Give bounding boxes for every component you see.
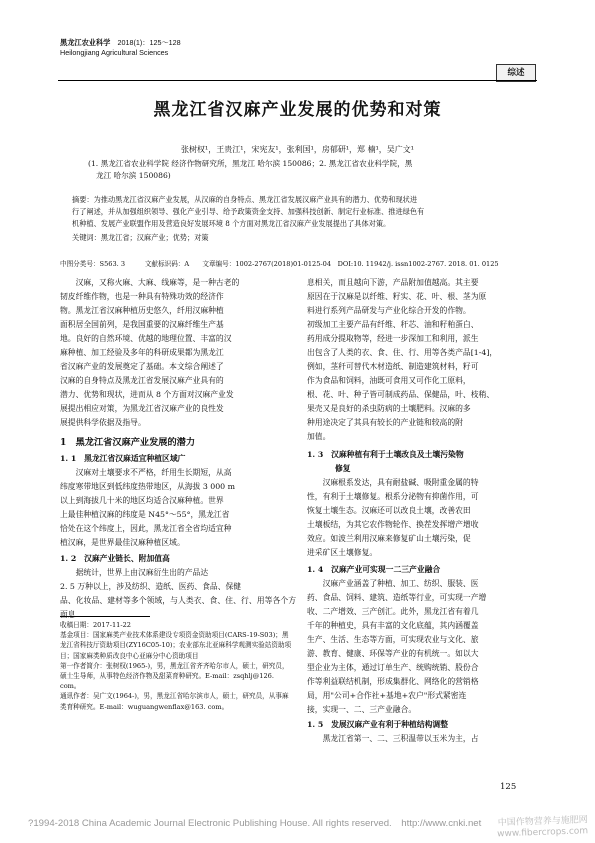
abstract-line: 摘要：为推动黑龙江省汉麻产业发展，从汉麻的自身特点、黑龙江省发展汉麻产业具有的潜力、优势和现状进: [72, 195, 418, 204]
watermark: 中国作物营养与施肥网 www.fibercrops.com: [497, 815, 589, 840]
journal-header: [60, 38, 181, 58]
text-line: 药、食品、饲料、建筑、造纸等行业，可实现一产增: [307, 593, 487, 602]
header-rule: [58, 80, 537, 81]
intro-paragraph: [60, 276, 296, 430]
text-line: 汉麻根系发达，具有耐盐碱、吸附重金属的特: [307, 478, 479, 487]
abstract: [72, 194, 532, 244]
title-line: 1. 3 汉麻种植有利于土壤改良及土壤污染物: [307, 450, 464, 459]
text-line: 潜力、优势和现状，进而从 8 个方面对汉麻产业发: [60, 390, 234, 399]
text-line: 作等利益联结机制，形成集群化、网络化的营销格: [307, 677, 479, 686]
subsection-1-2-title: 1. 2 汉麻产业链长、附加值高: [60, 554, 170, 563]
category-tag: 综述: [496, 64, 536, 82]
subsection-1-3-title: [307, 448, 539, 476]
text-line: 接，实现一、二、三产业融合。: [307, 705, 417, 714]
text-line: 汉麻的自身特点及黑龙江省发展汉麻产业具有的: [60, 376, 224, 385]
right-column: [307, 276, 539, 746]
text-line: 初级加工主要产品有纤维、秆芯、油和籽粕蛋白、: [307, 320, 479, 329]
text-line: 植汉麻，是世界最佳汉麻种植区域。: [60, 538, 185, 547]
journal-name-cn: 黑龙江农业科学: [60, 38, 111, 47]
footnote: [60, 620, 294, 712]
text-line: 恢复土壤生态。汉麻还可以改良土壤，改善农田: [307, 506, 471, 515]
text-line: 麻种植、加工经验及多年的科研成果都为黑龙江: [60, 348, 224, 357]
subsection-1-5-title: 1. 5 发展汉麻产业有利于种植结构调整: [307, 720, 449, 729]
text-line: 据统计，世界上由汉麻衍生出的产品达: [60, 568, 209, 577]
text-line: 展提出相应对策，为黑龙江省汉麻产业的良性发: [60, 404, 224, 413]
abstract-line: 行了阐述，并从加强组织领导、强化产业引导、给予政策资金支持、加强科技创新、制定行业标准、推进绿色有: [72, 207, 425, 216]
text-line: 省汉麻产业的发展奠定了基础。本文综合阐述了: [60, 362, 224, 371]
text-line: 面积居全国前列，是我国重要的汉麻纤维生产基: [60, 320, 224, 329]
text-line: 料进行系列产品研发与产业化综合开发的作物。: [307, 306, 471, 315]
text-line: 出包含了人类的衣、食、住、行、用等各类产品[1-4]，: [307, 348, 498, 357]
footnote-rule: [60, 616, 150, 617]
text-line: 千年的种植史，具有丰富的文化底蕴，其内涵覆盖: [307, 621, 479, 630]
title-line: 修复: [335, 464, 351, 473]
text-line: 土壤板结，为其它农作物轮作、换茬发挥增产增收: [307, 520, 479, 529]
text-line: 作为食品和饲料，油既可食用又可作化工原料，: [307, 376, 471, 385]
subsection-1-1-title: 1. 1 黑龙江省汉麻适宜种植区域广: [60, 454, 186, 463]
text-line: 收、二产增效、三产创汇。此外，黑龙江省有着几: [307, 607, 479, 616]
text-line: 进采矿区土壤修复。: [307, 548, 378, 557]
subsection-1-3-text: [307, 476, 539, 560]
text-line: 局，用"公司+合作社+基地+农户"形式紧密连: [307, 691, 467, 700]
copyright-footer: ?1994-2018 China Academic Journal Electronic Publishing House. All rights reserved. http://www.cnki.net: [28, 818, 482, 829]
text-line: 展提供科学依据及指导。: [60, 418, 146, 427]
subsection-1-4-text: [307, 577, 539, 717]
affiliation-line: (1. 黑龙江省农业科学院 经济作物研究所，黑龙江 哈尔滨 150086；2. 黑龙江省农业科学院，黑: [88, 159, 413, 168]
classification-line: 中图分类号：S563. 3 文献标识码：A 文章编号：1002-2767(2018)01-0125-04 DOI:10. 11942/j. issn1002-2767. 2018. 01. 0125: [60, 260, 499, 268]
funding-info: 基金项目：国家麻类产业技术体系建设专项资金资助项目(CARS-19-S03)；黑龙江省科技厅资助项目(ZY16C05-10)；农业部东北亚麻科学观测实验站资助项目；国家麻类种质改良中心亚麻分中心资助项目: [60, 631, 292, 660]
subsection-1-4-title: 1. 4 汉麻产业可实现一二三产业融合: [307, 565, 441, 574]
text-line: 加值。: [307, 432, 331, 441]
text-line: 种用途决定了其具有较长的产业链和较高的附: [307, 418, 463, 427]
text-line: 黑龙江省第一、二、三积温带以玉米为主，占: [307, 734, 479, 743]
article-title: 黑龙江省汉麻产业发展的优势和对策: [153, 100, 442, 120]
issue-info: 2018(1)：125～128: [117, 38, 181, 47]
text-line: 韧皮纤维作物，也是一种具有特殊功效的经济作: [60, 292, 224, 301]
text-line: 恰处在这个纬度上，因此，黑龙江省全省均适宜种: [60, 524, 232, 533]
text-line: 汉麻产业涵盖了种植、加工、纺织、服装、医: [307, 579, 479, 588]
text-line: 纬度寒带地区到低纬度热带地区，从海拔 3 000 m: [60, 482, 236, 491]
section-1-title: 1 黑龙江省汉麻产业发展的潜力: [60, 437, 196, 448]
text-line: 以上到海拔几十米的地区均适合汉麻种植。世界: [60, 496, 224, 505]
authors: 张树权¹，王贵江¹，宋宪友¹，张利国¹，房郁研¹，郑 楠¹，吴广文¹: [181, 145, 414, 154]
text-line: 效应。如波兰利用汉麻来修复矿山土壤污染，促: [307, 534, 471, 543]
text-line: 根、花、叶、种子皆可制成药品、保健品，叶、枝稍、: [307, 390, 495, 399]
text-line: 原因在于汉麻是以纤维、籽实、花、叶、根、茎为原: [307, 292, 487, 301]
journal-name-en: Heilongjiang Agricultural Sciences: [60, 48, 169, 57]
text-line: 型企业为主体，通过订单生产、统购统销、股份合: [307, 663, 479, 672]
first-author-info: 第一作者简介：张树权(1965-)，男，黑龙江省齐齐哈尔市人，硕士，研究员，硕士生导师，从事特色经济作物及甜菜育种研究。E-mail：zsqhlj@126. com。: [60, 661, 289, 691]
subsection-1-2-text: [60, 566, 296, 622]
text-line: 汉麻对土壤要求不严格，纤用生长期短，从高: [60, 468, 232, 477]
text-line: 地。良好的自然环境、优越的地理位置、丰富的汉: [60, 334, 232, 343]
continued-paragraph: [307, 276, 539, 444]
text-line: 果壳又是良好的杀虫防病的土壤肥料。汉麻的多: [307, 404, 471, 413]
left-column: [60, 276, 296, 622]
corresponding-author-info: 通讯作者：吴广文(1964-)，男，黑龙江省哈尔滨市人，硕士，研究员，从事麻类育种研究。E-mail：wuguangwenflax@163. com。: [60, 692, 289, 711]
text-line: 性，有利于土壤修复。根系分泌物有抑菌作用，可: [307, 492, 479, 501]
text-line: 2. 5 万种以上，涉及纺织、造纸、医药、食品、保健: [60, 582, 242, 591]
page-number: 125: [500, 782, 517, 792]
abstract-line: 机种植、发展产业联盟作用及营造良好发展环境 8 个方面对黑龙江省汉麻产业发展提出了具体对策。: [72, 219, 391, 228]
text-line: 生产、生活、生态等方面，可实现农业与文化、旅: [307, 635, 479, 644]
subsection-1-5-text: [307, 732, 539, 746]
text-line: 上最佳种植汉麻的纬度是 N45°～55°，黑龙江省: [60, 510, 230, 519]
text-line: 例如，茎秆可替代木材造纸、制造建筑材料，籽可: [307, 362, 479, 371]
received-date: 收稿日期：2017-11-22: [60, 621, 131, 629]
text-line: 息相关，而且越向下游，产品附加值越高。其主要: [307, 278, 479, 287]
text-line: 品、化妆品、建材等多个领域，与人类衣、食、住、行、用等各个方面息: [60, 596, 296, 619]
text-line: 物。黑龙江省汉麻种植历史悠久，纤用汉麻种植: [60, 306, 224, 315]
text-line: 汉麻，又称火麻、大麻、线麻等，是一种古老的: [60, 278, 240, 287]
text-line: 药用成分提取物等，经进一步深加工和利用，派生: [307, 334, 479, 343]
text-line: 游、教育、健康、环保等产业的有机统一。如以大: [307, 649, 479, 658]
subsection-1-1-text: [60, 466, 296, 550]
keywords: 关键词：黑龙江省；汉麻产业；优势；对策: [72, 233, 209, 242]
affiliation-line: 龙江 哈尔滨 150086): [96, 171, 171, 181]
affiliations: [88, 158, 528, 183]
